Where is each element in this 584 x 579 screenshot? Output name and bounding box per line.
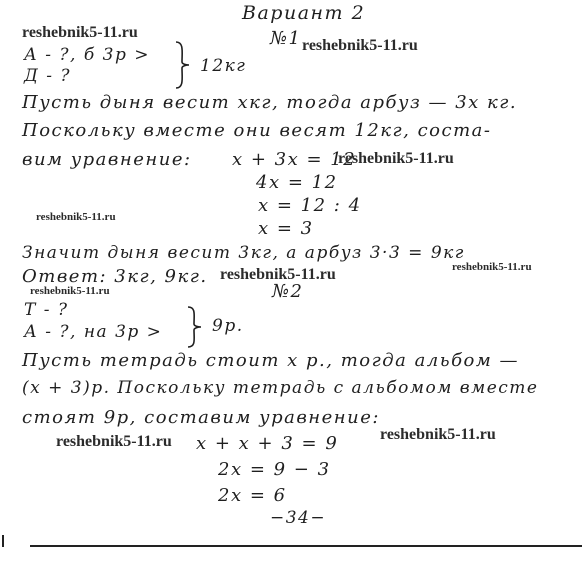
problem1-equation-1: х + 3х = 12	[232, 149, 357, 170]
watermark-5: reshebnik5-11.ru	[452, 261, 532, 273]
problem1-total: 12кг	[200, 56, 247, 76]
problem2-equation-1: х + х + 3 = 9	[196, 433, 339, 454]
problem2-brace	[184, 305, 204, 349]
problem1-equation-2: 4х = 12	[256, 172, 338, 193]
watermark-3: reshebnik5-11.ru	[338, 150, 454, 167]
problem1-text-line2: Поскольку вместе они весят 12кг, соста-	[22, 120, 492, 141]
watermark-8: reshebnik5-11.ru	[56, 433, 172, 450]
problem1-text-line1: Пусть дыня весит хкг, тогда арбуз — 3х кг.	[22, 92, 518, 113]
problem2-given-a: А - ?, на 3р >	[24, 322, 163, 342]
problem2-number: №2	[272, 281, 304, 302]
problem2-equation-2: 2х = 9 − 3	[218, 459, 331, 480]
problem2-total: 9р.	[212, 316, 244, 336]
watermark-1: reshebnik5-11.ru	[22, 24, 138, 41]
watermark-2: reshebnik5-11.ru	[302, 37, 418, 54]
page-number: −34−	[270, 508, 327, 528]
scan-edge-mark	[2, 535, 4, 547]
problem1-given-d: Д - ?	[24, 66, 71, 86]
watermark-9: reshebnik5-11.ru	[380, 426, 496, 443]
problem1-equation-4: х = 3	[258, 218, 314, 239]
problem1-given-a: А - ?, б 3р >	[24, 45, 150, 65]
problem2-equation-3: 2х = 6	[218, 485, 287, 506]
variant-title: Вариант 2	[242, 2, 366, 24]
problem2-text-line1: Пусть тетрадь стоит х р., тогда альбом —	[22, 350, 520, 371]
problem2-given-t: Т - ?	[24, 300, 69, 320]
problem1-brace	[172, 40, 192, 90]
problem2-text-line2: (х + 3)р. Поскольку тетрадь с альбомом вместе	[22, 378, 539, 398]
problem1-answer: Ответ: 3кг, 9кг.	[22, 266, 208, 287]
problem1-text-line3: вим уравнение:	[22, 149, 192, 170]
problem2-text-line3: стоят 9р, составим уравнение:	[22, 407, 380, 428]
problem1-conclusion: Значит дыня весит 3кг, а арбуз 3·3 = 9кг	[22, 243, 465, 263]
bottom-rule	[30, 545, 582, 547]
problem1-number: №1	[270, 28, 302, 49]
watermark-4: reshebnik5-11.ru	[36, 211, 116, 223]
watermark-6: reshebnik5-11.ru	[220, 266, 336, 283]
watermark-7: reshebnik5-11.ru	[30, 285, 110, 297]
problem1-equation-3: х = 12 : 4	[258, 195, 362, 216]
